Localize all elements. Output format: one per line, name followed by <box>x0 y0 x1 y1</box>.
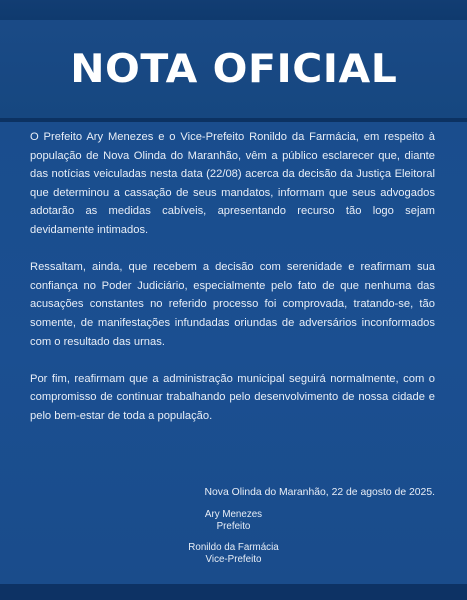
statement-body <box>30 128 435 444</box>
signature-name: Ary Menezes <box>204 509 263 520</box>
bottom-band <box>0 584 467 600</box>
top-band <box>0 0 467 20</box>
paragraph-2: Ressaltam, ainda, que recebem a decisão com serenidade e reafirmam sua confiança no Poder Judiciário, especialmente pelo fato de que nenhuma das acusações constantes no referido processo foi comprovada, tratando-se, tão somente, de manifestações infundadas oriundas de adversários inconformados com o resultado das urnas. <box>30 261 435 348</box>
paragraph-3: Por fim, reafirmam que a administração municipal seguirá normalmente, com o compromisso de continuar trabalhando pelo desenvolvimento de nossa cidade e pelo bem-estar de toda a população. <box>30 372 435 422</box>
signature-mayor <box>0 509 467 534</box>
signature-role: Vice-Prefeito <box>205 554 262 566</box>
signature-role: Prefeito <box>216 521 251 533</box>
signature-name: Ronildo da Farmácia <box>188 542 279 553</box>
date-line: Nova Olinda do Maranhão, 22 de agosto de 2025. <box>204 487 435 498</box>
paragraph-1: O Prefeito Ary Menezes e o Vice-Prefeito Ronildo da Farmácia, em respeito à população de Nova Olinda do Maranhão, vêm a público esclarecer que, diante das notícias veiculadas nesta data (22/08) acerca da decisão da Justiça Eleitoral que determinou a cassação de seus mandatos, informam que seus advogados adotarão as medidas cabíveis, apresentando recurso tão logo sejam devidamente intimados. <box>30 131 435 236</box>
signature-vice-mayor <box>0 542 467 567</box>
header-banner <box>0 20 467 118</box>
page-title: NOTA OFICIAL <box>69 46 398 92</box>
